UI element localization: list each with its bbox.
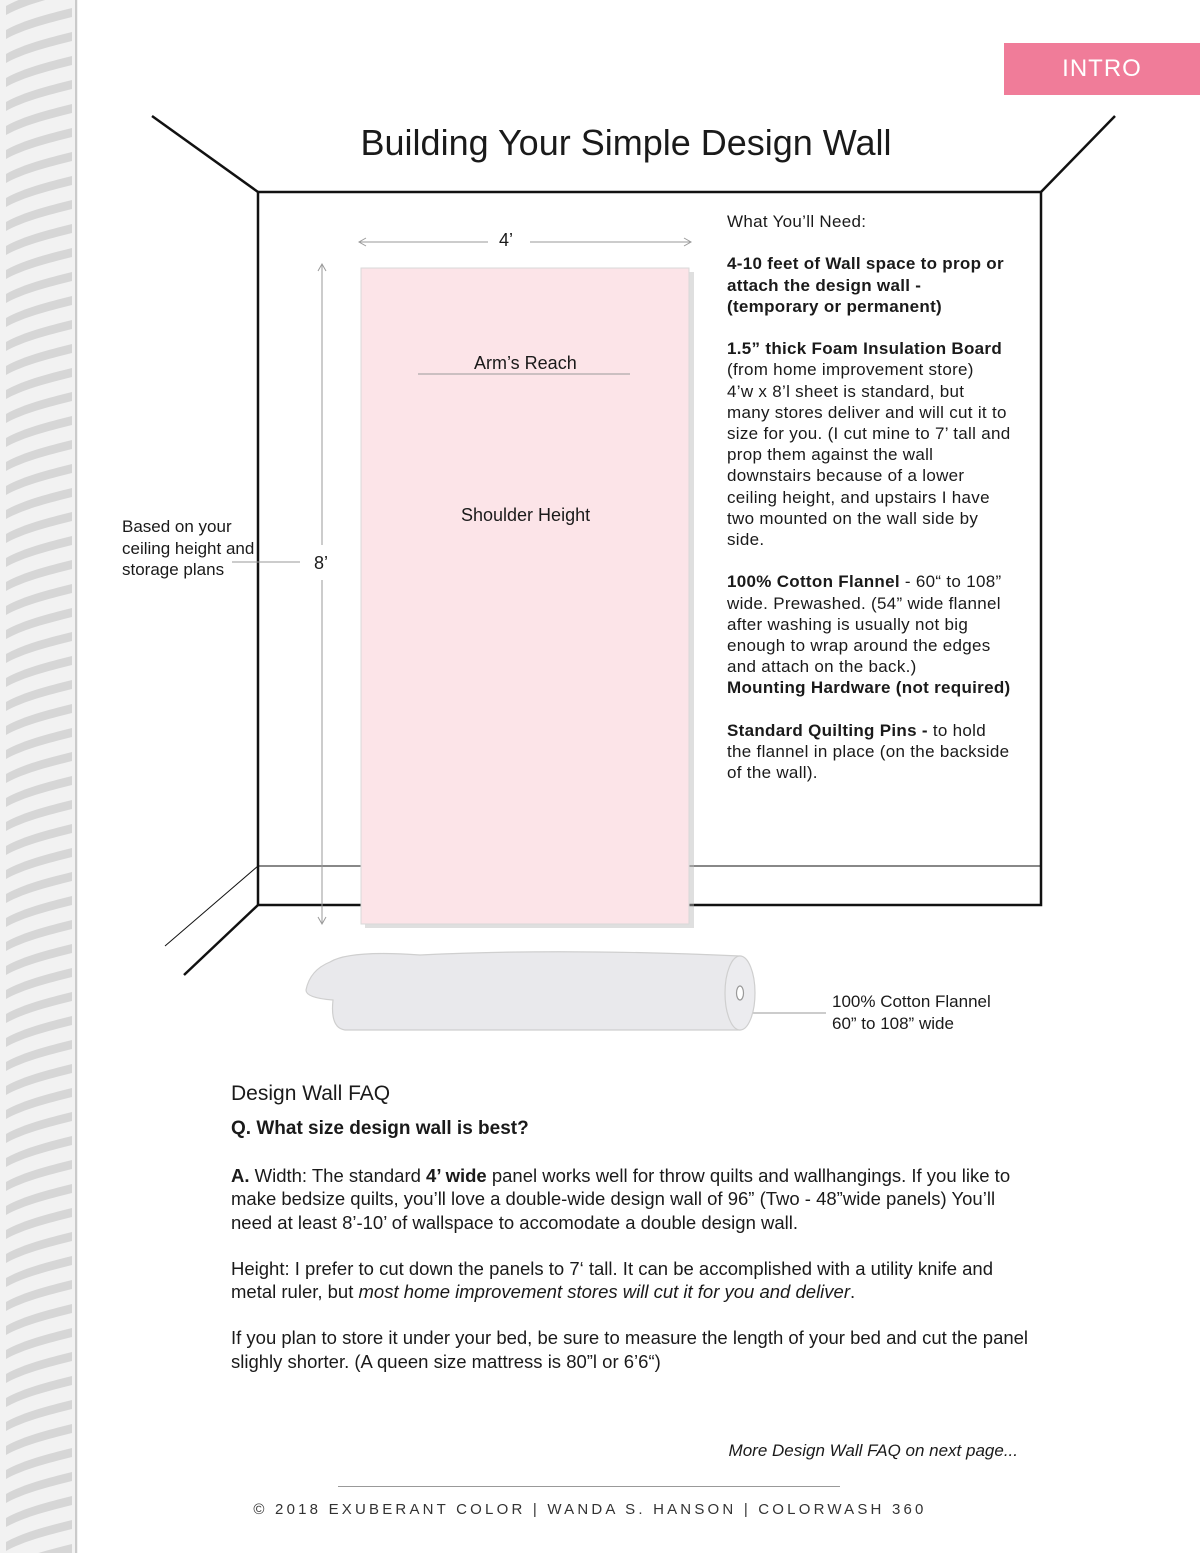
flannel-roll xyxy=(306,952,755,1030)
foam-board-detail: 4’w x 8’l sheet is standard, but many stores deliver and will cut it to size for you. (I cut mine to 7’ tall and prop them against the wall downstairs because of a lower ceiling height, and upstairs I have two mounted on the wall side by side. xyxy=(727,381,1011,550)
supply-item-wall-space xyxy=(727,253,1012,317)
faq-answer-storage: If you plan to store it under your bed, be sure to measure the length of your bed and cut the panel slighly shorter. (A queen size mattress is 80”l or 6’6“) xyxy=(231,1327,1029,1372)
answer-height-italic: most home improvement stores will cut it for you and deliver xyxy=(358,1281,850,1303)
faq-section xyxy=(231,1082,1031,1396)
page-title: Building Your Simple Design Wall xyxy=(360,122,892,163)
more-faq-link[interactable]: More Design Wall FAQ on next page... xyxy=(728,1441,1018,1460)
faq-heading: Design Wall FAQ xyxy=(231,1082,391,1105)
flannel-roll-label xyxy=(832,991,991,1034)
supplies-list xyxy=(727,211,1012,805)
supplies-heading: What You’ll Need: xyxy=(727,212,867,231)
supply-item-wall-space-text: 4-10 feet of Wall space to prop or attach the design wall - xyxy=(727,254,1004,295)
intro-tab[interactable]: INTRO xyxy=(1004,43,1200,95)
supply-item-wall-space-sub: (temporary or permanent) xyxy=(727,296,943,316)
baseboard-corner xyxy=(165,866,258,946)
faq-answer-width xyxy=(231,1164,1031,1234)
answer-height-post: . xyxy=(850,1281,856,1303)
footer: © 2018 EXUBERANT COLOR | WANDA S. HANSON | COLORWASH 360 xyxy=(253,1501,927,1518)
roll-label-line-1: 100% Cotton Flannel xyxy=(832,992,991,1011)
supply-item-flannel xyxy=(727,571,1012,677)
floor-line xyxy=(184,905,258,975)
answer-label: A. xyxy=(231,1165,250,1186)
faq-answer-height xyxy=(231,1257,1031,1304)
width-dimension: 4’ xyxy=(499,230,514,250)
shoulder-height-label: Shoulder Height xyxy=(461,505,591,525)
mounting-hardware: Mounting Hardware (not required) xyxy=(727,678,1011,698)
faq-question: Q. What size design wall is best? xyxy=(231,1118,529,1139)
pins-name: Standard Quilting Pins - xyxy=(727,720,928,740)
flannel-name: 100% Cotton Flannel xyxy=(727,572,900,592)
foam-board-source: (from home improvement store) xyxy=(727,360,974,380)
answer-width-pre: Width: The standard xyxy=(249,1165,427,1186)
flannel-detail: - 60“ to 108” wide. Prewashed. (54” wide flannel after washing is usually not big enough to wrap around the edges and attach on the back.) xyxy=(727,572,1002,677)
roll-body xyxy=(306,952,740,1030)
arms-reach-label: Arm’s Reach xyxy=(474,353,577,373)
ceiling-line-left xyxy=(152,116,258,192)
answer-width-bold: 4’ wide xyxy=(426,1165,487,1186)
height-dimension: 8’ xyxy=(314,553,329,573)
ceiling-line-right xyxy=(1041,116,1115,192)
footer-divider xyxy=(338,1486,840,1487)
pins-detail: to hold the flannel in place (on the backside of the wall). xyxy=(727,720,1010,783)
supply-item-pins xyxy=(727,720,1012,784)
supply-item-mounting xyxy=(727,677,1012,698)
ceiling-note: Based on your ceiling height and storage plans xyxy=(122,517,255,579)
foam-board-name: 1.5” thick Foam Insulation Board xyxy=(727,339,1003,359)
roll-core xyxy=(737,986,744,1000)
answer-height-pre: Height: I prefer to cut down the panels to 7‘ tall. It can be accomplished with a utility knife and metal ruler, but xyxy=(231,1257,994,1303)
roll-label-line-2: 60” to 108” wide xyxy=(832,1013,954,1033)
answer-width-post: panel works well for throw quilts and wallhangings. If you like to make bedsize quilts, you’ll love a double-wide design wall of 96” (Two - 48”wide panels) You’ll need at least 8’-10’ of wallspace to accomodate a double design wall. xyxy=(231,1165,1011,1233)
supply-item-foam-board xyxy=(727,338,1012,550)
